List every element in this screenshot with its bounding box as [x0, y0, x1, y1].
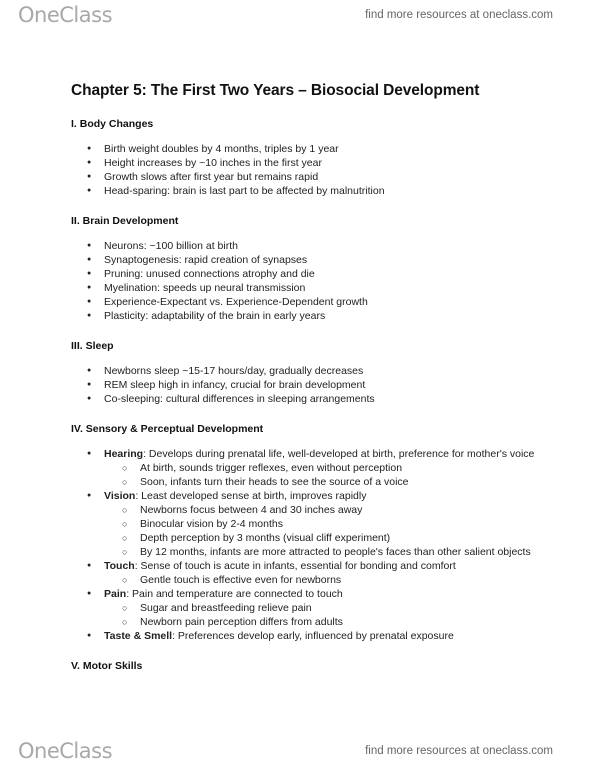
- list-item: ● Head-sparing: brain is last part to be affected by malnutrition: [71, 184, 541, 198]
- sub-list-item: ○ Sugar and breastfeeding relieve pain: [71, 601, 541, 615]
- term: Pain: [104, 588, 127, 600]
- sub-list-item: ○ Newborn pain perception differs from adults: [71, 615, 541, 629]
- sub-list-item: ○ Gentle touch is effective even for newborns: [71, 573, 541, 587]
- term-description: : Develops during prenatal life, well-developed at birth, preference for mother's voice: [143, 448, 535, 460]
- document-title: Chapter 5: The First Two Years – Biosocial Development: [71, 82, 480, 99]
- term: Vision: [104, 490, 136, 502]
- list-item: ● Experience-Expectant vs. Experience-Dependent growth: [71, 295, 541, 309]
- oneclass-logo-footer[interactable]: [18, 741, 112, 762]
- sub-list-item: ○ Soon, infants turn their heads to see the source of a voice: [71, 475, 541, 489]
- footer-tagline[interactable]: find more resources at oneclass.com: [365, 745, 553, 757]
- list-item-hearing: [71, 447, 541, 461]
- list-item: ● Neurons: ~100 billion at birth: [71, 239, 541, 253]
- term: Hearing: [104, 448, 144, 460]
- list-item: ● REM sleep high in infancy, crucial for brain development: [71, 378, 541, 392]
- section-motor-skills: [71, 660, 541, 672]
- list-item-vision: [71, 489, 541, 503]
- logo-text: OneClass: [18, 3, 113, 27]
- term-description: : Pain and temperature are connected to touch: [126, 588, 343, 600]
- section-heading: III. Sleep: [71, 340, 114, 352]
- section-heading: IV. Sensory & Perceptual Development: [71, 423, 264, 435]
- term: Touch: [104, 560, 135, 572]
- list-item: ● Plasticity: adaptability of the brain in early years: [71, 309, 541, 323]
- section-sensory-perceptual: [71, 423, 541, 643]
- list-item: ● Co-sleeping: cultural differences in sleeping arrangements: [71, 392, 541, 406]
- list-item: ● Synaptogenesis: rapid creation of synapses: [71, 253, 541, 267]
- list-item: ● Birth weight doubles by 4 months, triples by 1 year: [71, 142, 541, 156]
- list-item-pain: [71, 587, 541, 601]
- bullet-list: [71, 364, 541, 406]
- list-item: ● Newborns sleep ~15-17 hours/day, gradually decreases: [71, 364, 541, 378]
- list-item-touch: [71, 559, 541, 573]
- list-item: ● Pruning: unused connections atrophy and die: [71, 267, 541, 281]
- logo-text: OneClass: [18, 739, 113, 763]
- sub-list-item: ○ Newborns focus between 4 and 30 inches away: [71, 503, 541, 517]
- section-heading: I. Body Changes: [71, 118, 154, 130]
- section-body-changes: [71, 118, 541, 198]
- term: Taste & Smell: [104, 630, 173, 642]
- list-item: ● Height increases by ~10 inches in the first year: [71, 156, 541, 170]
- section-brain-development: [71, 215, 541, 323]
- bullet-list: [71, 142, 541, 198]
- section-heading: II. Brain Development: [71, 215, 179, 227]
- list-item-taste-smell: [71, 629, 541, 643]
- sub-list-item: ○ Binocular vision by 2-4 months: [71, 517, 541, 531]
- sub-list-item: ○ By 12 months, infants are more attracted to people's faces than other salient objects: [71, 545, 541, 559]
- term-description: : Least developed sense at birth, improves rapidly: [135, 490, 367, 502]
- list-item: ● Growth slows after first year but remains rapid: [71, 170, 541, 184]
- header-tagline[interactable]: find more resources at oneclass.com: [365, 9, 553, 21]
- oneclass-logo[interactable]: [18, 5, 112, 26]
- list-item: ● Myelination: speeds up neural transmission: [71, 281, 541, 295]
- document-content: [71, 82, 541, 684]
- sub-list-item: ○ At birth, sounds trigger reflexes, even without perception: [71, 461, 541, 475]
- bullet-list: [71, 239, 541, 323]
- term-description: : Sense of touch is acute in infants, essential for bonding and comfort: [134, 560, 456, 572]
- sub-list-item: ○ Depth perception by 3 months (visual cliff experiment): [71, 531, 541, 545]
- section-heading: V. Motor Skills: [71, 660, 143, 672]
- bullet-list: [71, 447, 541, 643]
- section-sleep: [71, 340, 541, 406]
- term-description: : Preferences develop early, influenced by prenatal exposure: [172, 630, 454, 642]
